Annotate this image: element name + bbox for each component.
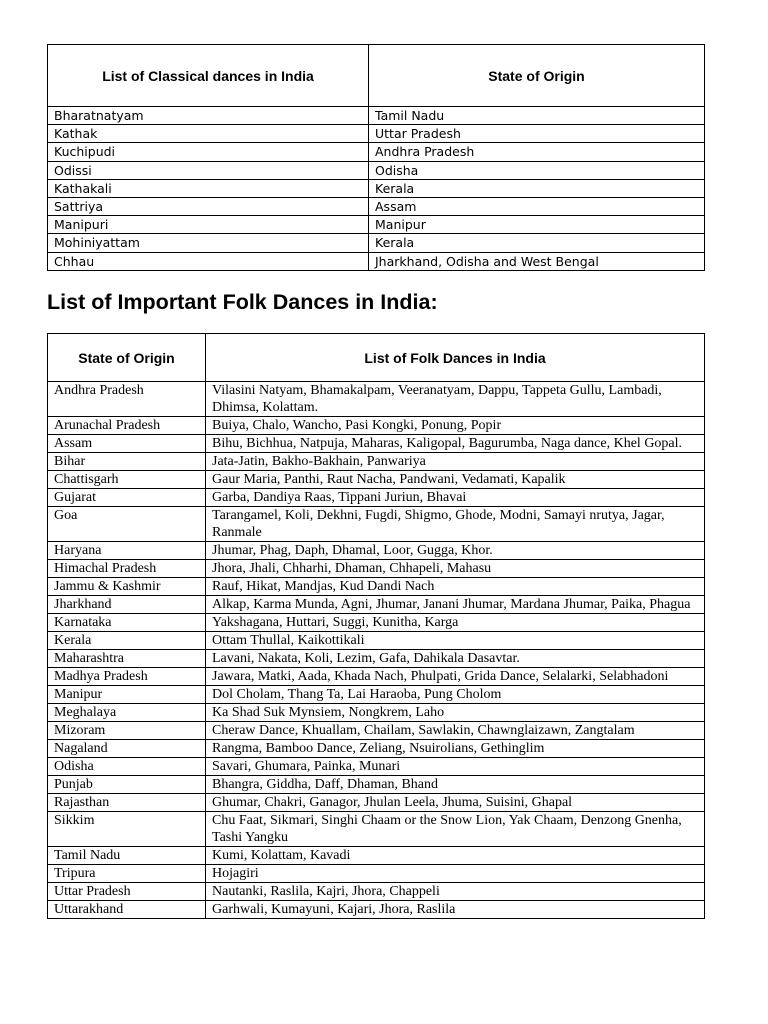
classical-state-column-header: State of Origin	[369, 45, 705, 107]
folk-dances-cell: Bihu, Bichhua, Natpuja, Maharas, Kaligopal, Bagurumba, Naga dance, Khel Gopal.	[206, 435, 705, 453]
classical-dance-cell: Chhau	[48, 252, 369, 270]
folk-header-row	[48, 334, 705, 382]
folk-state-cell: Tamil Nadu	[48, 847, 206, 865]
classical-table-row	[48, 234, 705, 252]
folk-state-cell: Uttarakhand	[48, 901, 206, 919]
folk-dances-cell: Tarangamel, Koli, Dekhni, Fugdi, Shigmo, Ghode, Modni, Samayi nrutya, Jagar, Ranmale	[206, 507, 705, 542]
folk-dances-cell: Yakshagana, Huttari, Suggi, Kunitha, Karga	[206, 614, 705, 632]
folk-dances-cell: Kumi, Kolattam, Kavadi	[206, 847, 705, 865]
folk-dances-cell: Rangma, Bamboo Dance, Zeliang, Nsuirolians, Gethinglim	[206, 740, 705, 758]
folk-state-cell: Mizoram	[48, 722, 206, 740]
folk-table-row	[48, 686, 705, 704]
classical-header-row	[48, 45, 705, 107]
folk-dances-cell: Jhumar, Phag, Daph, Dhamal, Loor, Gugga, Khor.	[206, 542, 705, 560]
folk-dances-cell: Chu Faat, Sikmari, Singhi Chaam or the Snow Lion, Yak Chaam, Denzong Gnenha, Tashi Yangku	[206, 812, 705, 847]
folk-state-cell: Karnataka	[48, 614, 206, 632]
folk-table-row	[48, 542, 705, 560]
folk-table-row	[48, 865, 705, 883]
folk-table-row	[48, 507, 705, 542]
classical-state-cell: Odisha	[369, 161, 705, 179]
folk-table-row	[48, 776, 705, 794]
classical-state-cell: Uttar Pradesh	[369, 125, 705, 143]
classical-dance-cell: Kathak	[48, 125, 369, 143]
folk-state-cell: Bihar	[48, 453, 206, 471]
folk-dances-cell: Ottam Thullal, Kaikottikali	[206, 632, 705, 650]
classical-dance-cell: Kuchipudi	[48, 143, 369, 161]
classical-state-cell: Manipur	[369, 216, 705, 234]
classical-state-cell: Jharkhand, Odisha and West Bengal	[369, 252, 705, 270]
folk-state-cell: Maharashtra	[48, 650, 206, 668]
folk-table-row	[48, 722, 705, 740]
folk-dances-cell: Nautanki, Raslila, Kajri, Jhora, Chappeli	[206, 883, 705, 901]
folk-dances-heading: List of Important Folk Dances in India:	[47, 290, 438, 314]
folk-state-cell: Assam	[48, 435, 206, 453]
folk-table-row	[48, 382, 705, 417]
folk-state-column-header: State of Origin	[48, 334, 206, 382]
folk-dances-cell: Ka Shad Suk Mynsiem, Nongkrem, Laho	[206, 704, 705, 722]
folk-state-cell: Sikkim	[48, 812, 206, 847]
folk-table-row	[48, 740, 705, 758]
classical-dance-cell: Bharatnatyam	[48, 107, 369, 125]
folk-table-row	[48, 489, 705, 507]
folk-dances-cell: Hojagiri	[206, 865, 705, 883]
folk-table-row	[48, 847, 705, 865]
classical-table-row	[48, 179, 705, 197]
folk-state-cell: Jharkhand	[48, 596, 206, 614]
folk-state-cell: Chattisgarh	[48, 471, 206, 489]
classical-state-cell: Kerala	[369, 234, 705, 252]
folk-table-row	[48, 883, 705, 901]
classical-table-body	[48, 107, 705, 271]
folk-dances-cell: Cheraw Dance, Khuallam, Chailam, Sawlakin, Chawnglaizawn, Zangtalam	[206, 722, 705, 740]
folk-table-row	[48, 596, 705, 614]
folk-dances-cell: Jhora, Jhali, Chharhi, Dhaman, Chhapeli, Mahasu	[206, 560, 705, 578]
folk-table-row	[48, 704, 705, 722]
folk-dances-cell: Savari, Ghumara, Painka, Munari	[206, 758, 705, 776]
folk-dances-cell: Garhwali, Kumayuni, Kajari, Jhora, Raslila	[206, 901, 705, 919]
folk-state-cell: Arunachal Pradesh	[48, 417, 206, 435]
folk-dances-cell: Garba, Dandiya Raas, Tippani Juriun, Bhavai	[206, 489, 705, 507]
folk-state-cell: Uttar Pradesh	[48, 883, 206, 901]
folk-state-cell: Himachal Pradesh	[48, 560, 206, 578]
folk-dances-cell: Vilasini Natyam, Bhamakalpam, Veeranatyam, Dappu, Tappeta Gullu, Lambadi, Dhimsa, Kolattam.	[206, 382, 705, 417]
classical-dance-cell: Manipuri	[48, 216, 369, 234]
folk-state-cell: Tripura	[48, 865, 206, 883]
folk-dances-table	[47, 333, 705, 919]
folk-table-row	[48, 578, 705, 596]
folk-dances-cell: Jata-Jatin, Bakho-Bakhain, Panwariya	[206, 453, 705, 471]
folk-table-row	[48, 471, 705, 489]
folk-state-cell: Meghalaya	[48, 704, 206, 722]
folk-dances-cell: Gaur Maria, Panthi, Raut Nacha, Pandwani, Vedamati, Kapalik	[206, 471, 705, 489]
folk-state-cell: Odisha	[48, 758, 206, 776]
folk-dances-cell: Jawara, Matki, Aada, Khada Nach, Phulpati, Grida Dance, Selalarki, Selabhadoni	[206, 668, 705, 686]
classical-dances-table	[47, 44, 705, 271]
folk-table-row	[48, 668, 705, 686]
classical-state-cell: Andhra Pradesh	[369, 143, 705, 161]
folk-state-cell: Gujarat	[48, 489, 206, 507]
folk-state-cell: Andhra Pradesh	[48, 382, 206, 417]
folk-state-cell: Manipur	[48, 686, 206, 704]
folk-table-row	[48, 794, 705, 812]
classical-dance-cell: Odissi	[48, 161, 369, 179]
folk-table-body	[48, 382, 705, 919]
classical-table-row	[48, 198, 705, 216]
folk-table-row	[48, 758, 705, 776]
folk-state-cell: Haryana	[48, 542, 206, 560]
folk-state-cell: Madhya Pradesh	[48, 668, 206, 686]
folk-table-row	[48, 453, 705, 471]
folk-dances-cell: Buiya, Chalo, Wancho, Pasi Kongki, Ponung, Popir	[206, 417, 705, 435]
classical-table-row	[48, 125, 705, 143]
classical-table-row	[48, 216, 705, 234]
classical-state-cell: Tamil Nadu	[369, 107, 705, 125]
classical-table-row	[48, 252, 705, 270]
folk-state-cell: Rajasthan	[48, 794, 206, 812]
classical-table-row	[48, 161, 705, 179]
classical-dance-cell: Mohiniyattam	[48, 234, 369, 252]
folk-state-cell: Jammu & Kashmir	[48, 578, 206, 596]
classical-dance-cell: Sattriya	[48, 198, 369, 216]
classical-state-cell: Kerala	[369, 179, 705, 197]
folk-dances-cell: Rauf, Hikat, Mandjas, Kud Dandi Nach	[206, 578, 705, 596]
folk-dances-cell: Ghumar, Chakri, Ganagor, Jhulan Leela, Jhuma, Suisini, Ghapal	[206, 794, 705, 812]
folk-dances-column-header: List of Folk Dances in India	[206, 334, 705, 382]
folk-table-row	[48, 901, 705, 919]
classical-table-row	[48, 143, 705, 161]
folk-state-cell: Kerala	[48, 632, 206, 650]
folk-dances-cell: Dol Cholam, Thang Ta, Lai Haraoba, Pung Cholom	[206, 686, 705, 704]
folk-state-cell: Punjab	[48, 776, 206, 794]
folk-dances-cell: Bhangra, Giddha, Daff, Dhaman, Bhand	[206, 776, 705, 794]
folk-table-row	[48, 417, 705, 435]
classical-dance-cell: Kathakali	[48, 179, 369, 197]
folk-dances-cell: Lavani, Nakata, Koli, Lezim, Gafa, Dahikala Dasavtar.	[206, 650, 705, 668]
folk-table-row	[48, 632, 705, 650]
folk-table-row	[48, 435, 705, 453]
classical-table-row	[48, 107, 705, 125]
classical-dance-column-header: List of Classical dances in India	[48, 45, 369, 107]
folk-state-cell: Goa	[48, 507, 206, 542]
folk-table-row	[48, 812, 705, 847]
folk-state-cell: Nagaland	[48, 740, 206, 758]
classical-state-cell: Assam	[369, 198, 705, 216]
folk-table-row	[48, 650, 705, 668]
folk-table-row	[48, 560, 705, 578]
folk-dances-cell: Alkap, Karma Munda, Agni, Jhumar, Janani Jhumar, Mardana Jhumar, Paika, Phagua	[206, 596, 705, 614]
folk-table-row	[48, 614, 705, 632]
